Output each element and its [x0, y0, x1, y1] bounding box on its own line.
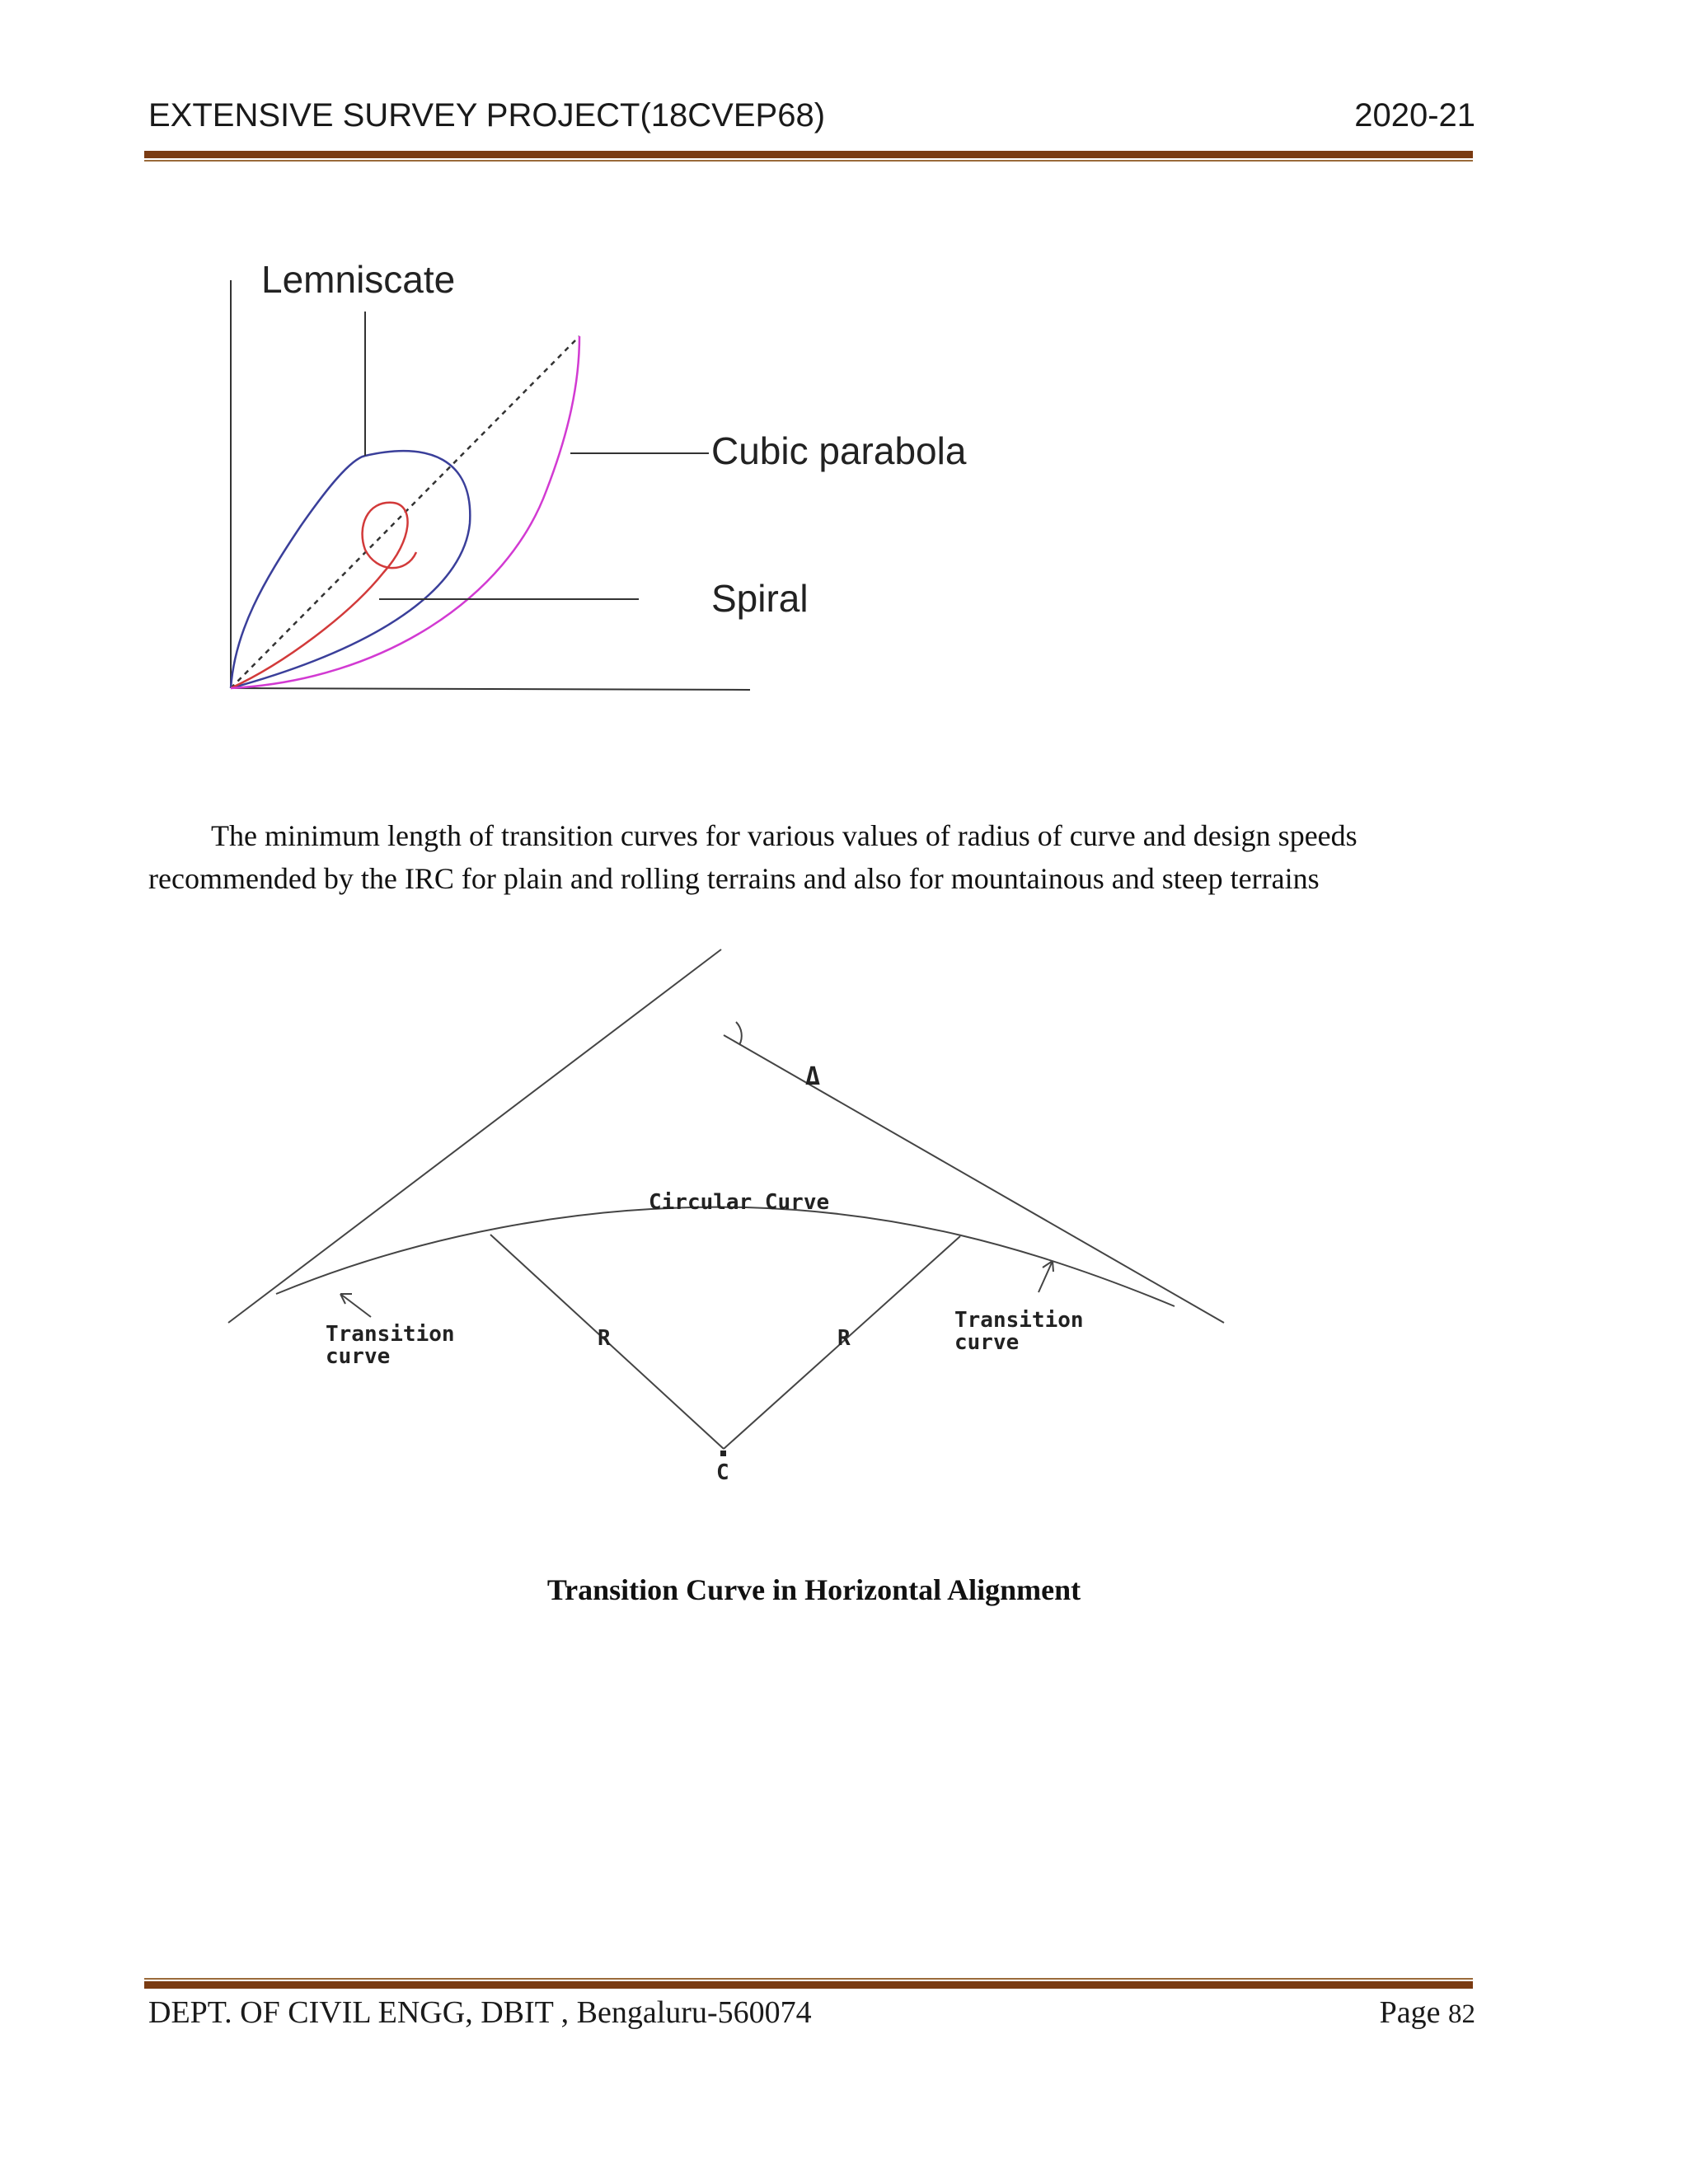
lemniscate-label: Lemniscate: [261, 258, 456, 301]
transition-curve-right-label-line2: curve: [954, 1330, 1020, 1355]
running-header-title: EXTENSIVE SURVEY PROJECT(18CVEP68): [148, 97, 826, 134]
center-point: [720, 1451, 726, 1456]
left-tangent-line: [228, 949, 721, 1323]
body-paragraph: [148, 814, 1484, 900]
horizontal-alignment-figure: [218, 931, 1240, 1508]
page-number: 82: [1448, 1999, 1475, 2029]
footer-rule: [144, 1978, 1473, 1989]
paragraph-text: The minimum length of transition curves for various values of radius of curve and design speeds recommended by the IRC for plain and rolling terrains and also for mountainous and steep terrains: [148, 819, 1357, 895]
transition-curve-left-label-line2: curve: [326, 1344, 391, 1369]
transition-curve-left-label-line1: Transition: [326, 1322, 455, 1347]
running-header-year: 2020-21: [1354, 97, 1475, 134]
radius-left-label: R: [598, 1326, 611, 1351]
footer-department: DEPT. OF CIVIL ENGG, DBIT , Bengaluru-560074: [148, 1995, 812, 2030]
footer-page: [1380, 1994, 1475, 2031]
page-label: Page: [1379, 1995, 1441, 2030]
header-rule: [144, 151, 1473, 162]
x-axis: [231, 688, 750, 690]
radius-right-label: R: [837, 1326, 851, 1351]
transition-curve-right-label-line1: Transition: [954, 1308, 1084, 1333]
deflection-angle-arc: [736, 1022, 742, 1045]
transition-arrow-right: [1039, 1261, 1053, 1292]
figure-caption: Transition Curve in Horizontal Alignment: [546, 1573, 1081, 1606]
transition-curve-types-figure: [218, 243, 1010, 721]
cubic-parabola-label: Cubic parabola: [711, 429, 967, 472]
circular-curve-label: Circular Curve: [649, 1190, 830, 1215]
spiral-label: Spiral: [711, 577, 809, 620]
right-tangent-line: [724, 1035, 1224, 1323]
transition-arrow-left: [340, 1294, 371, 1317]
delta-label: Δ: [805, 1062, 821, 1091]
center-label: C: [716, 1460, 729, 1485]
